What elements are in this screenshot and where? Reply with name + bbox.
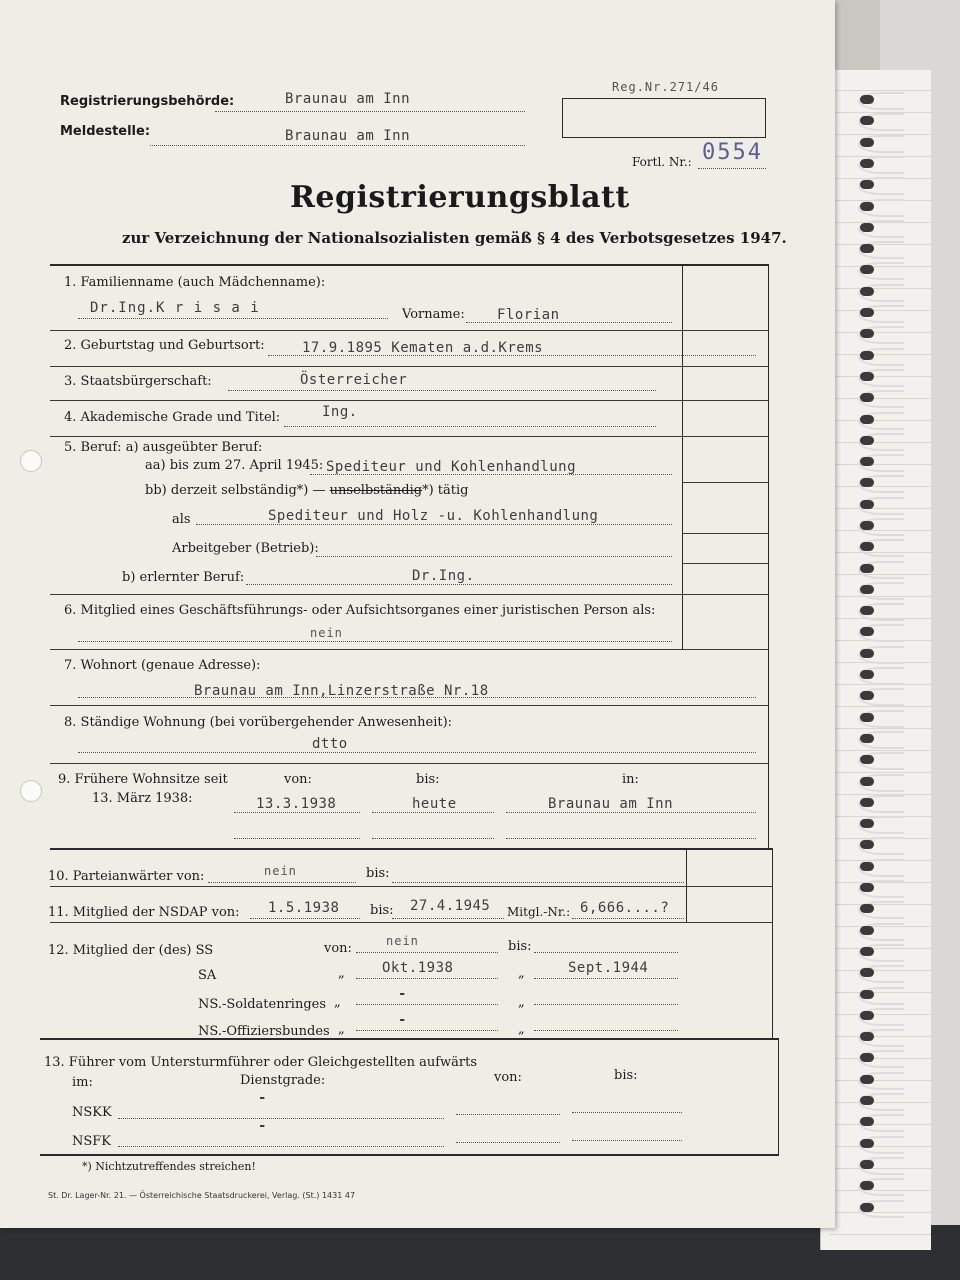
field-12-ss-bis-line: [534, 952, 678, 953]
ring-hole: [860, 798, 874, 807]
field-5bb-label-struck: unselbständig: [329, 483, 423, 498]
field-7-value: Braunau am Inn,Linzerstraße Nr.18: [194, 683, 489, 699]
rule-top: [50, 264, 768, 266]
spiral-ring: [858, 284, 904, 302]
field-12-bis-label: bis:: [508, 939, 532, 954]
field-7-label: 7. Wohnort (genaue Adresse):: [64, 658, 261, 673]
spiral-ring: [858, 1157, 904, 1175]
field-12-sa-von-value: Okt.1938: [382, 960, 454, 976]
page-title: Registrierungsblatt: [290, 180, 630, 215]
field-12-von-label: von:: [324, 941, 352, 956]
spiral-ring: [858, 241, 904, 259]
spiral-ring: [858, 1136, 904, 1154]
ring-hole: [860, 393, 874, 402]
spiral-ring: [858, 390, 904, 408]
meldestelle-label: Meldestelle:: [60, 124, 151, 139]
reg-box: [562, 98, 766, 138]
rule-9: [50, 848, 772, 850]
rule-7: [50, 705, 768, 706]
punch-hole-top: [20, 450, 42, 472]
spiral-ring: [858, 965, 904, 983]
field-4-value: Ing.: [322, 404, 358, 420]
field-12-offiziers-value: -: [398, 1012, 407, 1028]
ring-hole: [860, 351, 874, 360]
rule-outer-right: [768, 264, 769, 849]
field-6-value: nein: [310, 626, 343, 640]
field-8-line: [78, 752, 756, 753]
field-13-nskk-value: -: [258, 1090, 267, 1106]
field-13-dienstgrade-label: Dienstgrade:: [240, 1073, 326, 1088]
ring-hole: [860, 862, 874, 871]
field-11-bis-line: [392, 918, 504, 919]
field-13-nsfk-von-line: [456, 1142, 560, 1143]
field-9-von-value: 13.3.1938: [256, 796, 337, 812]
field-12-sa-label: SA: [198, 968, 217, 983]
ring-hole: [860, 1053, 874, 1062]
field-9-in-value: Braunau am Inn: [548, 796, 674, 812]
field-2-label: 2. Geburtstag und Geburtsort:: [64, 338, 265, 353]
field-3-line: [228, 390, 656, 391]
rule-5: [50, 594, 768, 595]
page-subtitle: zur Verzeichnung der Nationalsozialisten gemäß § 4 des Verbotsgesetzes 1947.: [122, 229, 787, 247]
spiral-ring: [858, 1200, 904, 1218]
ring-hole: [860, 180, 874, 189]
spiral-ring: [858, 92, 904, 110]
field-13-von-label: von:: [494, 1070, 522, 1085]
ring-hole: [860, 202, 874, 211]
footnote: *) Nichtzutreffendes streichen!: [82, 1160, 256, 1173]
rule-10: [50, 886, 772, 887]
field-9-bis-value: heute: [412, 796, 457, 812]
spiral-ring: [858, 603, 904, 621]
rule-4: [50, 436, 768, 437]
field-13-im-label: im:: [72, 1075, 93, 1090]
ring-hole: [860, 564, 874, 573]
ring-hole: [860, 1011, 874, 1020]
spiral-ring: [858, 1178, 904, 1196]
spiral-ring: [858, 475, 904, 493]
rule-5c: [682, 563, 768, 564]
field-11-bis-value: 27.4.1945: [410, 898, 491, 914]
spiral-ring: [858, 220, 904, 238]
ring-hole: [860, 1139, 874, 1148]
field-5-als-value: Spediteur und Holz -u. Kohlenhandlung: [268, 508, 599, 524]
field-12-ss-von-line: [356, 952, 498, 953]
spiral-ring: [858, 667, 904, 685]
reg-nr-stamp: Reg.Nr.271/46: [612, 80, 719, 94]
field-13-nskk-label: NSKK: [72, 1105, 112, 1120]
vorname-label: Vorname:: [402, 307, 465, 322]
spiral-ring: [858, 880, 904, 898]
spiral-ring: [858, 348, 904, 366]
rule-8: [50, 763, 768, 764]
rule-1: [50, 330, 768, 331]
field-6-line: [78, 641, 672, 642]
field-9-in-label: in:: [622, 772, 639, 787]
behoerde-line: [215, 111, 525, 112]
field-10-bis-line: [392, 882, 684, 883]
ring-hole: [860, 329, 874, 338]
field-5-als-line: [196, 524, 672, 525]
field-10-label: 10. Parteianwärter von:: [48, 869, 205, 884]
ring-hole: [860, 138, 874, 147]
ring-hole: [860, 1032, 874, 1041]
rule-outer-right-2: [772, 848, 773, 1038]
spiral-ring: [858, 987, 904, 1005]
ring-hole: [860, 436, 874, 445]
field-1-line: [78, 318, 388, 319]
spiral-ring: [858, 710, 904, 728]
spiral-ring: [858, 518, 904, 536]
ring-hole: [860, 95, 874, 104]
rule-5a: [682, 482, 768, 483]
ring-hole: [860, 1075, 874, 1084]
field-12-soldaten-von-line: [356, 1004, 498, 1005]
rule-11: [50, 922, 772, 923]
spiral-ring: [858, 561, 904, 579]
field-12-offiziers-label: NS.-Offiziersbundes: [198, 1024, 330, 1039]
ring-hole: [860, 883, 874, 892]
field-2-value: 17.9.1895 Kematen a.d.Krems: [302, 340, 544, 356]
spiral-ring: [858, 539, 904, 557]
spiral-ring: [858, 135, 904, 153]
ring-hole: [860, 649, 874, 658]
field-13-nsfk-value: -: [258, 1118, 267, 1134]
field-12-soldaten-label: NS.-Soldatenringes: [198, 997, 327, 1012]
field-12-soldaten-value: -: [398, 986, 407, 1002]
ring-hole: [860, 585, 874, 594]
ring-hole: [860, 904, 874, 913]
notebook-rule-line: [829, 728, 931, 729]
field-9-bis-label: bis:: [416, 772, 440, 787]
ring-hole: [860, 265, 874, 274]
rule-col-right: [682, 264, 683, 649]
field-8-value: dtto: [312, 736, 348, 752]
fortl-number: 0554: [702, 140, 763, 165]
ring-hole: [860, 1181, 874, 1190]
ring-hole: [860, 287, 874, 296]
field-12-sa-von-line: [356, 978, 498, 979]
ring-hole: [860, 1117, 874, 1126]
field-13-bis-label: bis:: [614, 1068, 638, 1083]
spiral-ring: [858, 901, 904, 919]
ring-hole: [860, 755, 874, 764]
field-12-ss-von-value: nein: [386, 934, 419, 948]
fortl-label: Fortl. Nr.:: [632, 155, 692, 169]
arbeitgeber-line: [316, 556, 672, 557]
field-1-label: 1. Familienname (auch Mädchenname):: [64, 275, 326, 290]
behoerde-label: Registrierungsbehörde:: [60, 94, 235, 109]
notebook-rule-line: [829, 772, 931, 773]
ditto-off-2: „: [518, 1022, 525, 1037]
field-5b-value: Dr.Ing.: [412, 568, 475, 584]
ring-hole: [860, 415, 874, 424]
field-10-von-value: nein: [264, 864, 297, 878]
rule-3: [50, 400, 768, 401]
spiral-ring: [858, 859, 904, 877]
ring-hole: [860, 926, 874, 935]
spiral-ring: [858, 262, 904, 280]
field-9-von-label: von:: [284, 772, 312, 787]
ditto-sold-2: „: [518, 995, 525, 1010]
notebook-rule-line: [829, 1234, 931, 1235]
punch-hole-bottom: [20, 780, 42, 802]
spiral-ring: [858, 177, 904, 195]
spiral-ring: [858, 923, 904, 941]
field-12-label: 12. Mitglied der (des) SS: [48, 943, 214, 958]
field-12-offiziers-bis-line: [534, 1030, 678, 1031]
spiral-ring: [858, 731, 904, 749]
ring-hole: [860, 819, 874, 828]
spiral-ring: [858, 752, 904, 770]
field-9-von-line: [234, 812, 360, 813]
spiral-ring: [858, 1114, 904, 1132]
spiral-ring: [858, 305, 904, 323]
ring-hole: [860, 1203, 874, 1212]
field-13-label: 13. Führer vom Untersturmführer oder Gleichgestellten aufwärts: [44, 1055, 478, 1070]
field-11-mitgl-line: [572, 918, 684, 919]
field-5aa-value: Spediteur und Kohlenhandlung: [326, 459, 577, 475]
spiral-ring: [858, 624, 904, 642]
ring-hole: [860, 159, 874, 168]
ring-hole: [860, 116, 874, 125]
ring-hole: [860, 542, 874, 551]
ring-hole: [860, 500, 874, 509]
field-10-bis-label: bis:: [366, 866, 390, 881]
field-12-soldaten-bis-line: [534, 1004, 678, 1005]
spiral-ring: [858, 412, 904, 430]
arbeitgeber-label: Arbeitgeber (Betrieb):: [172, 541, 319, 556]
spiral-ring: [858, 497, 904, 515]
field-12-offiziers-von-line: [356, 1030, 498, 1031]
field-5b-line: [246, 584, 672, 585]
spiral-ring: [858, 1050, 904, 1068]
fortl-line: [698, 168, 766, 169]
ring-hole: [860, 691, 874, 700]
rule-6: [50, 649, 768, 650]
ring-hole: [860, 457, 874, 466]
field-4-line: [284, 426, 656, 427]
rule-bottom: [40, 1154, 778, 1156]
spiral-ring: [858, 774, 904, 792]
notebook-rule-line: [829, 750, 931, 751]
spiral-ring: [858, 326, 904, 344]
field-13-nsfk-label: NSFK: [72, 1134, 112, 1149]
field-11-mitgl-label: Mitgl.-Nr.:: [507, 905, 571, 919]
spiral-ring: [858, 816, 904, 834]
field-10-von-line: [208, 882, 356, 883]
ring-hole: [860, 947, 874, 956]
ring-hole: [860, 308, 874, 317]
spiral-ring: [858, 646, 904, 664]
field-11-label: 11. Mitglied der NSDAP von:: [48, 905, 240, 920]
ring-hole: [860, 1096, 874, 1105]
spiral-ring: [858, 1072, 904, 1090]
ring-hole: [860, 223, 874, 232]
spiral-ring: [858, 1093, 904, 1111]
field-9-in-line-2: [506, 838, 756, 839]
field-9-bis-line-2: [372, 838, 494, 839]
spiral-ring: [858, 837, 904, 855]
field-13-nsfk-bis-line: [572, 1140, 682, 1141]
ring-hole: [860, 606, 874, 615]
ring-hole: [860, 521, 874, 530]
ring-hole: [860, 372, 874, 381]
field-11-mitgl-value: 6,666....?: [580, 900, 670, 916]
field-5b-label: b) erlernter Beruf:: [122, 570, 245, 585]
ring-hole: [860, 1160, 874, 1169]
field-8-label: 8. Ständige Wohnung (bei vorübergehender Anwesenheit):: [64, 715, 453, 730]
ring-hole: [860, 670, 874, 679]
field-5bb-label: [145, 483, 468, 498]
field-3-label: 3. Staatsbürgerschaft:: [64, 374, 212, 389]
field-13-nskk-bis-line: [572, 1112, 682, 1113]
spiral-ring: [858, 454, 904, 472]
meldestelle-value: Braunau am Inn: [285, 128, 411, 144]
ditto-sold-1: „: [334, 995, 341, 1010]
spiral-ring: [858, 1008, 904, 1026]
field-11-von-value: 1.5.1938: [268, 900, 340, 916]
spiral-ring: [858, 582, 904, 600]
ring-hole: [860, 840, 874, 849]
field-13-nskk-von-line: [456, 1114, 560, 1115]
spiral-ring: [858, 944, 904, 962]
field-11-bis-label: bis:: [370, 903, 394, 918]
ring-hole: [860, 990, 874, 999]
field-9-bis-line: [372, 812, 494, 813]
ring-hole: [860, 713, 874, 722]
ditto-sa-2: „: [518, 966, 525, 981]
field-3-value: Österreicher: [300, 372, 408, 388]
field-5-label: 5. Beruf: a) ausgeübter Beruf:: [64, 440, 263, 455]
field-9-in-line: [506, 812, 756, 813]
ring-hole: [860, 734, 874, 743]
field-9-von-line-2: [234, 838, 360, 839]
field-5bb-label-part3: *) tätig: [422, 483, 469, 498]
rule-5b: [682, 533, 768, 534]
meldestelle-line: [150, 145, 525, 146]
spiral-ring: [858, 433, 904, 451]
ring-hole: [860, 968, 874, 977]
notebook-rule-line: [829, 90, 931, 91]
field-5bb-label-part1: bb) derzeit selbständig*) —: [145, 483, 326, 498]
rule-2: [50, 366, 768, 367]
notebook-rule-line: [829, 706, 931, 707]
spiral-ring: [858, 369, 904, 387]
printer-footer: St. Dr. Lager-Nr. 21. — Österreichische Staatsdruckerei, Verlag. (St.) 1431 47: [48, 1191, 356, 1200]
behoerde-value: Braunau am Inn: [285, 91, 411, 107]
field-12-sa-bis-line: [534, 978, 678, 979]
field-12-sa-bis-value: Sept.1944: [568, 960, 649, 976]
ring-hole: [860, 777, 874, 786]
field-1-value: Dr.Ing.K r i s a i: [90, 300, 260, 316]
ring-hole: [860, 244, 874, 253]
field-9-label: 9. Frühere Wohnsitze seit: [58, 772, 228, 787]
spiral-ring: [858, 156, 904, 174]
rule-12: [40, 1038, 778, 1040]
field-6-label: 6. Mitglied eines Geschäftsführungs- oder Aufsichtsorganes einer juristischen Person als:: [64, 603, 656, 618]
field-13-nsfk-line: [118, 1146, 444, 1147]
field-5aa-label: aa) bis zum 27. April 1945:: [145, 458, 324, 473]
rule-outer-right-3: [778, 1038, 779, 1156]
ring-hole: [860, 478, 874, 487]
field-9-label-date: 13. März 1938:: [92, 791, 193, 806]
spiral-ring: [858, 113, 904, 131]
field-13-nskk-line: [118, 1118, 444, 1119]
spiral-ring: [858, 1029, 904, 1047]
field-5-als-label: als: [172, 512, 191, 527]
ditto-sa-1: „: [338, 966, 345, 981]
spiral-ring: [858, 199, 904, 217]
spiral-ring: [858, 795, 904, 813]
field-4-label: 4. Akademische Grade und Titel:: [64, 410, 281, 425]
vorname-value: Florian: [497, 307, 560, 323]
desk-dark-area: [0, 1225, 960, 1280]
ring-hole: [860, 627, 874, 636]
spiral-ring: [858, 688, 904, 706]
field-11-von-line: [250, 918, 360, 919]
ditto-off-1: „: [338, 1022, 345, 1037]
